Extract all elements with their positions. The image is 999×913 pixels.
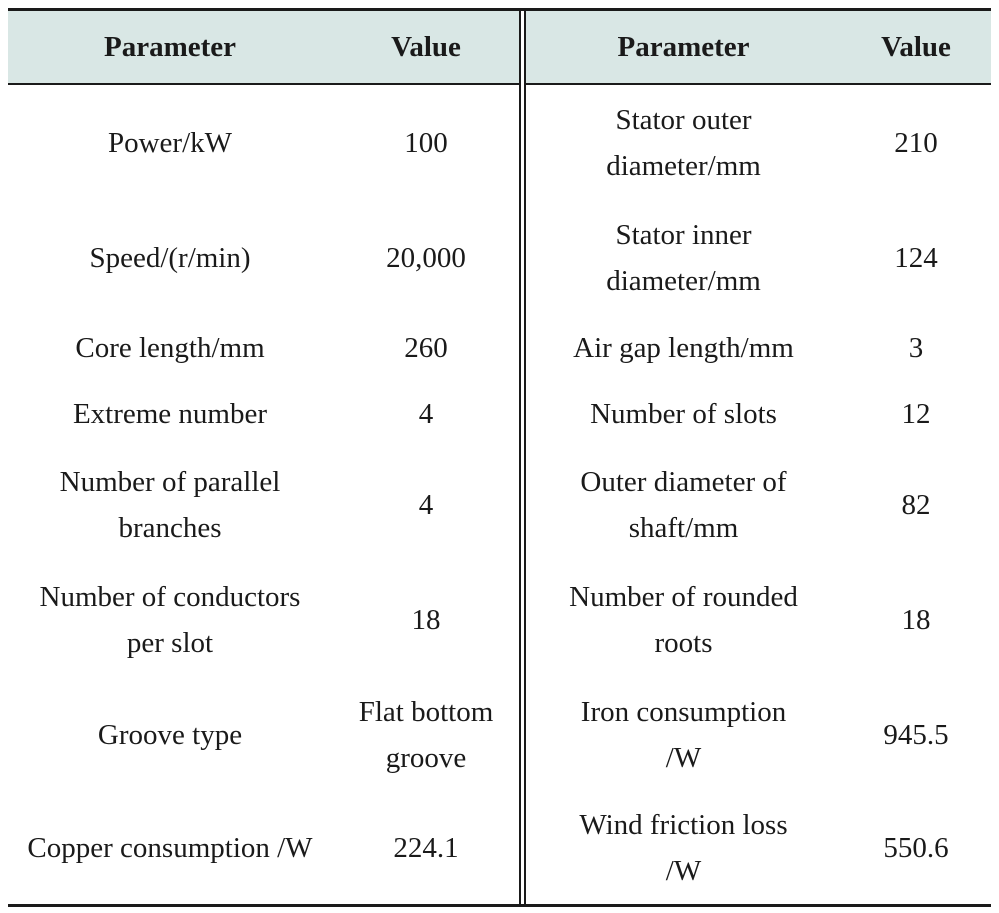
table-cell: 4 <box>418 488 434 521</box>
table-cell: 82 <box>901 488 931 521</box>
header-value-left: Value <box>391 30 461 63</box>
table-cell: 945.5 <box>883 718 949 751</box>
table-cell: Iron consumption /W <box>580 695 787 774</box>
table-cell: 100 <box>404 126 448 159</box>
table-cell: 3 <box>908 332 924 364</box>
table-cell: 12 <box>901 398 931 430</box>
bottom-rule <box>8 904 991 907</box>
table-cell: Number of slots <box>590 398 777 430</box>
table-cell: 18 <box>901 603 931 636</box>
header-parameter-left: Parameter <box>103 30 236 63</box>
table-cell: 124 <box>894 241 938 274</box>
table-cell: 18 <box>411 603 441 636</box>
table-cell: 550.6 <box>883 832 949 864</box>
header-parameter-right: Parameter <box>617 30 750 63</box>
table-cell: Power/kW <box>107 126 233 159</box>
table-cell: Flat bottom groove <box>358 695 494 774</box>
table-cell: Stator outer diameter/mm <box>606 103 761 182</box>
header-value-right: Value <box>881 30 951 63</box>
table-cell: Core length/mm <box>75 332 265 364</box>
table-cell: 260 <box>404 332 448 364</box>
table-cell: Extreme number <box>72 398 268 430</box>
table-cell: Copper consumption /W <box>27 832 313 864</box>
table-cell: 20,000 <box>386 241 466 274</box>
table-cell: 224.1 <box>393 832 459 864</box>
table-cell: 210 <box>894 126 938 159</box>
table-cell: Stator inner diameter/mm <box>606 218 761 297</box>
table-cell: Wind friction loss /W <box>579 809 788 887</box>
table-cell: Groove type <box>97 718 243 751</box>
table-cell: 4 <box>418 398 434 430</box>
table-cell: Outer diameter of shaft/mm <box>580 465 787 544</box>
table-cell: Number of parallel branches <box>59 465 281 544</box>
table-cell: Number of rounded roots <box>569 580 798 659</box>
table-cell: Speed/(r/min) <box>89 241 251 274</box>
table-cell: Air gap length/mm <box>573 332 794 364</box>
table-cell: Number of conductors per slot <box>39 580 301 659</box>
